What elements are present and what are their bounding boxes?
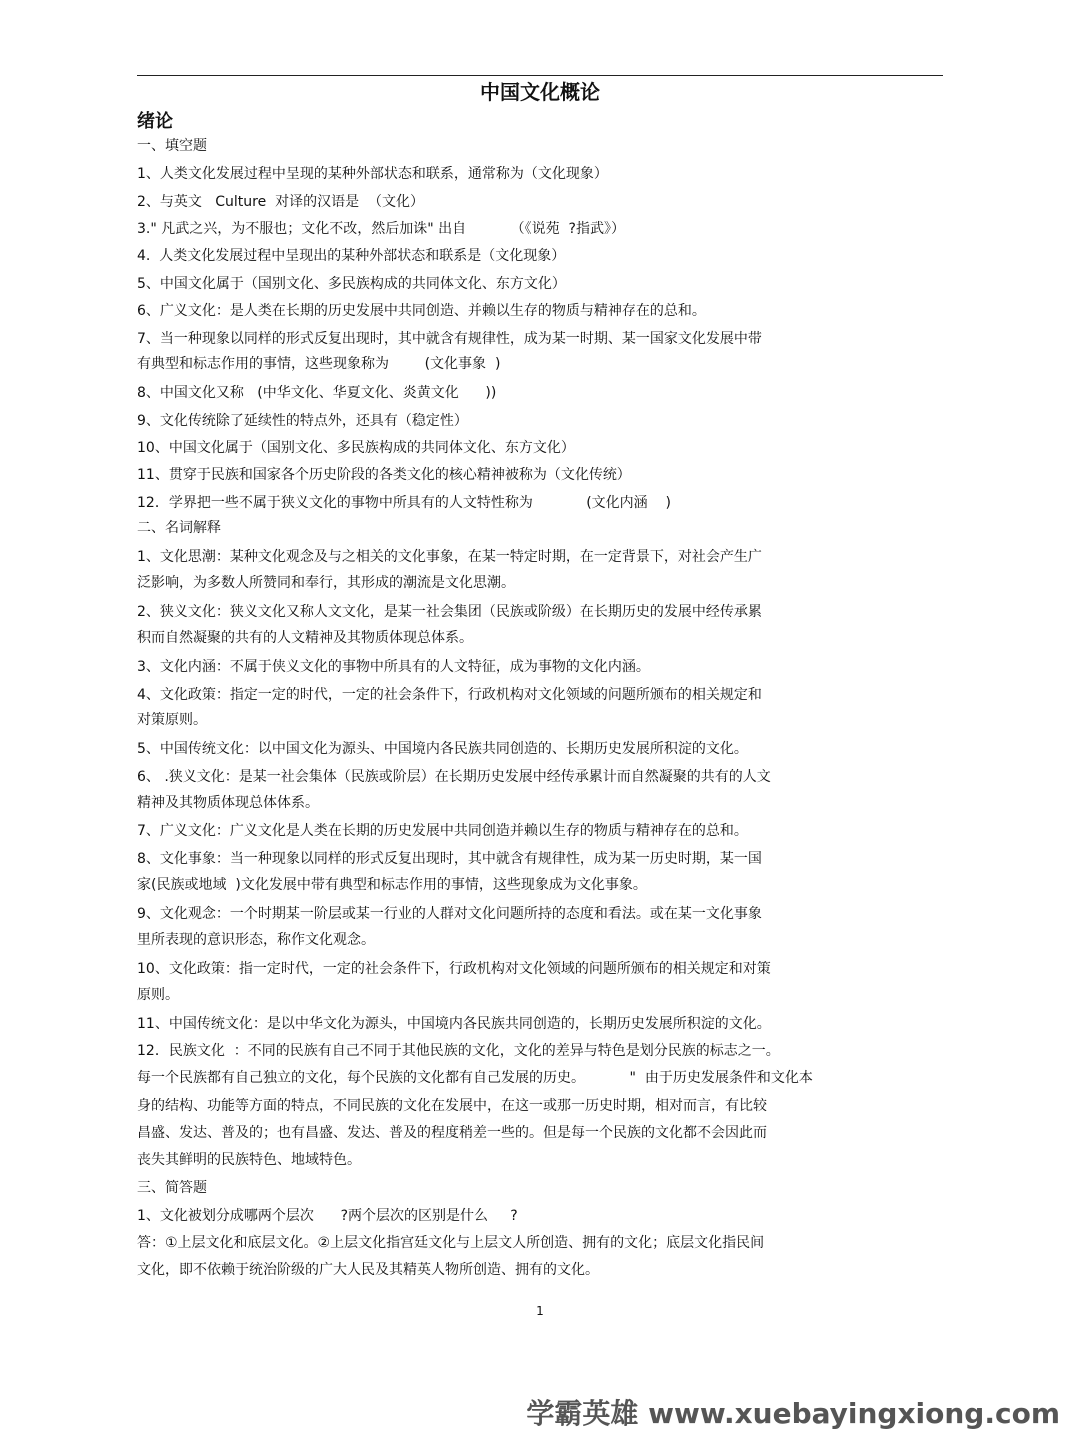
text-line: 5、中国传统文化：以中国文化为源头、中国境内各民族共同创造的、长期历史发展所积淀的文化。 — [137, 741, 748, 757]
text-line: 8、中国文化又称 (中华文化、华夏文化、炎黄文化 )) — [137, 385, 497, 401]
text-line: 2、狭义文化：狭义文化又称人文文化，是某一社会集团（民族或阶级）在长期历史的发展中经传承累 — [137, 604, 762, 620]
text-line: 8、文化事象：当一种现象以同样的形式反复出现时，其中就含有规律性，成为某一历史时期，某一国 — [137, 851, 762, 867]
text-line: 5、中国文化属于（国别文化、多民族构成的共同体文化、东方文化） — [137, 276, 566, 292]
text-line: 泛影响，为多数人所赞同和奉行，其形成的潮流是文化思潮。 — [137, 575, 515, 591]
text-line: 1、人类文化发展过程中呈现的某种外部状态和联系，通常称为（文化现象） — [137, 166, 608, 182]
text-line: 9、文化观念：一个时期某一阶层或某一行业的人群对文化问题所持的态度和看法。或在某一文化事象 — [137, 906, 762, 922]
text-line: 文化，即不依赖于统治阶级的广大人民及其精英人物所创造、拥有的文化。 — [137, 1262, 599, 1278]
text-line: 每一个民族都有自己独立的文化，每个民族的文化都有自己发展的历史。 " 由于历史发展条件和文化本 — [137, 1070, 813, 1086]
text-line: 10、中国文化属于（国别文化、多民族构成的共同体文化、东方文化） — [137, 440, 575, 456]
text-line: 积而自然凝聚的共有的人文精神及其物质体现总体系。 — [137, 630, 473, 646]
text-line: 6、 .狭义文化：是某一社会集体（民族或阶层）在长期历史发展中经传承累计而自然凝聚的共有的人文 — [137, 769, 771, 785]
text-line: 3、文化内涵：不属于侠义文化的事物中所具有的人文特征，成为事物的文化内涵。 — [137, 659, 650, 675]
text-line: 有典型和标志作用的事情，这些现象称为 (文化事象 ) — [137, 356, 501, 372]
text-line: 精神及其物质体现总体体系。 — [137, 795, 319, 811]
text-line: 2、与英文 Culture 对译的汉语是 （文化） — [137, 194, 425, 210]
text-line: 4、文化政策：指定一定的时代，一定的社会条件下，行政机构对文化领域的问题所颁布的相关规定和 — [137, 687, 762, 703]
section-heading: 绪论 — [137, 111, 173, 132]
text-line: 7、当一种现象以同样的形式反复出现时，其中就含有规律性，成为某一时期、某一国家文化发展中带 — [137, 331, 762, 347]
text-line: 二、名词解释 — [137, 520, 221, 536]
document-title: 中国文化概论 — [480, 80, 600, 104]
text-line: 6、广义文化：是人类在长期的历史发展中共同创造、并赖以生存的物质与精神存在的总和。 — [137, 303, 706, 319]
text-line: 7、广义文化：广义文化是人类在长期的历史发展中共同创造并赖以生存的物质与精神存在的总和。 — [137, 823, 748, 839]
text-line: 丧失其鲜明的民族特色、地域特色。 — [137, 1152, 361, 1168]
text-line: 里所表现的意识形态，称作文化观念。 — [137, 932, 375, 948]
text-line: 4. 人类文化发展过程中呈现出的某种外部状态和联系是（文化现象） — [137, 248, 566, 264]
text-line: 原则。 — [137, 987, 179, 1003]
text-line: 1、文化思潮：某种文化观念及与之相关的文化事象，在某一特定时期，在一定背景下，对社会产生广 — [137, 549, 762, 565]
text-line: 家(民族或地域 )文化发展中带有典型和标志作用的事情，这些现象成为文化事象。 — [137, 877, 647, 893]
text-line: 昌盛、发达、普及的；也有昌盛、发达、普及的程度稍差一些的。但是每一个民族的文化都不会因此而 — [137, 1125, 767, 1141]
text-line: 身的结构、功能等方面的特点，不同民族的文化在发展中，在这一或那一历史时期，相对而言，有比较 — [137, 1098, 767, 1114]
text-line: 9、文化传统除了延续性的特点外，还具有（稳定性） — [137, 413, 468, 429]
text-line: 12．民族文化 ：不同的民族有自己不同于其他民族的文化，文化的差异与特色是划分民族的标志之一。 — [137, 1043, 780, 1059]
text-line: 1、文化被划分成哪两个层次 ?两个层次的区别是什么 ? — [137, 1208, 518, 1224]
text-line: 12．学界把一些不属于狭义文化的事物中所具有的人文特性称为 (文化内涵 ) — [137, 495, 671, 511]
text-line: 对策原则。 — [137, 712, 207, 728]
text-line: 11、中国传统文化：是以中华文化为源头，中国境内各民族共同创造的，长期历史发展所积淀的文化。 — [137, 1016, 771, 1032]
text-line: 3." 凡武之兴，为不服也；文化不改，然后加诛" 出自 （《说苑 ?指武》） — [137, 221, 625, 237]
text-line: 11、贯穿于民族和国家各个历史阶段的各类文化的核心精神被称为（文化传统） — [137, 467, 631, 483]
watermark-text: 学霸英雄 www.xuebayingxiong.com — [526, 1397, 1060, 1430]
text-line: 10、文化政策：指一定时代，一定的社会条件下，行政机构对文化领域的问题所颁布的相关规定和对策 — [137, 961, 771, 977]
text-line: 答：①上层文化和底层文化。②上层文化指宫廷文化与上层文人所创造、拥有的文化；底层文化指民间 — [137, 1235, 765, 1251]
text-line: 三、简答题 — [137, 1180, 207, 1196]
page-number: 1 — [536, 1304, 544, 1318]
text-line: 一、填空题 — [137, 138, 207, 154]
